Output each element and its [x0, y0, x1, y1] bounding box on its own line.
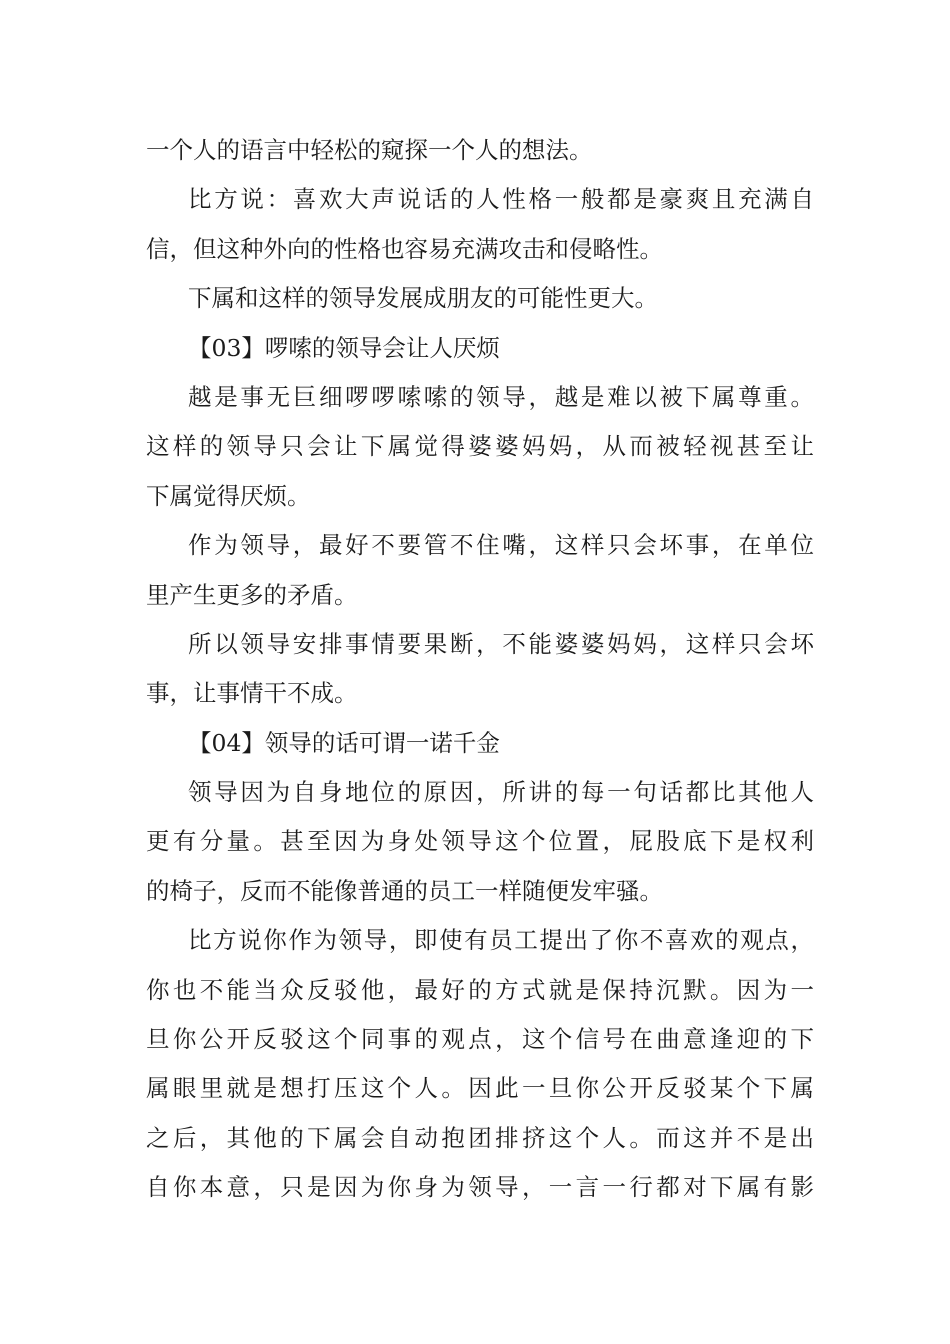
text-line: 所以领导安排事情要果断，不能婆婆妈妈，这样只会坏: [188, 629, 814, 658]
text-line: 之后，其他的下属会自动抱团排挤这个人。而这并不是出: [146, 1123, 814, 1152]
text-line: 属眼里就是想打压这个人。因此一旦你公开反驳某个下属: [146, 1074, 814, 1103]
text-line: 事，让事情干不成。: [146, 679, 358, 708]
text-line: 越是事无巨细啰啰嗦嗦的领导，越是难以被下属尊重。: [188, 382, 814, 411]
text-line: 比方说：喜欢大声说话的人性格一般都是豪爽且充满自: [188, 185, 814, 214]
section-heading: 【03】啰嗦的领导会让人厌烦: [188, 333, 500, 362]
text-line: 比方说你作为领导，即使有员工提出了你不喜欢的观点，: [188, 926, 814, 955]
text-line: 一个人的语言中轻松的窥探一个人的想法。: [146, 136, 593, 164]
text-line: 旦你公开反驳这个同事的观点，这个信号在曲意逢迎的下: [146, 1025, 814, 1054]
text-line: 的椅子，反而不能像普通的员工一样随便发牢骚。: [146, 876, 663, 905]
text-line: 下属和这样的领导发展成朋友的可能性更大。: [188, 284, 658, 313]
text-line: 更有分量。甚至因为身处领导这个位置，屁股底下是权利: [146, 827, 814, 856]
text-line: 这样的领导只会让下属觉得婆婆妈妈，从而被轻视甚至让: [146, 432, 814, 461]
section-heading: 【04】领导的话可谓一诺千金: [188, 728, 500, 757]
text-line: 下属觉得厌烦。: [146, 481, 311, 510]
text-line: 里产生更多的矛盾。: [146, 580, 358, 609]
text-line: 自你本意，只是因为你身为领导，一言一行都对下属有影: [146, 1173, 814, 1202]
text-line: 作为领导，最好不要管不住嘴，这样只会坏事，在单位: [188, 531, 814, 560]
text-line: 你也不能当众反驳他，最好的方式就是保持沉默。因为一: [146, 975, 814, 1004]
text-line: 领导因为自身地位的原因，所讲的每一句话都比其他人: [188, 778, 814, 807]
body-text: [146, 126, 814, 1213]
text-line: 信，但这种外向的性格也容易充满攻击和侵略性。: [146, 234, 663, 263]
